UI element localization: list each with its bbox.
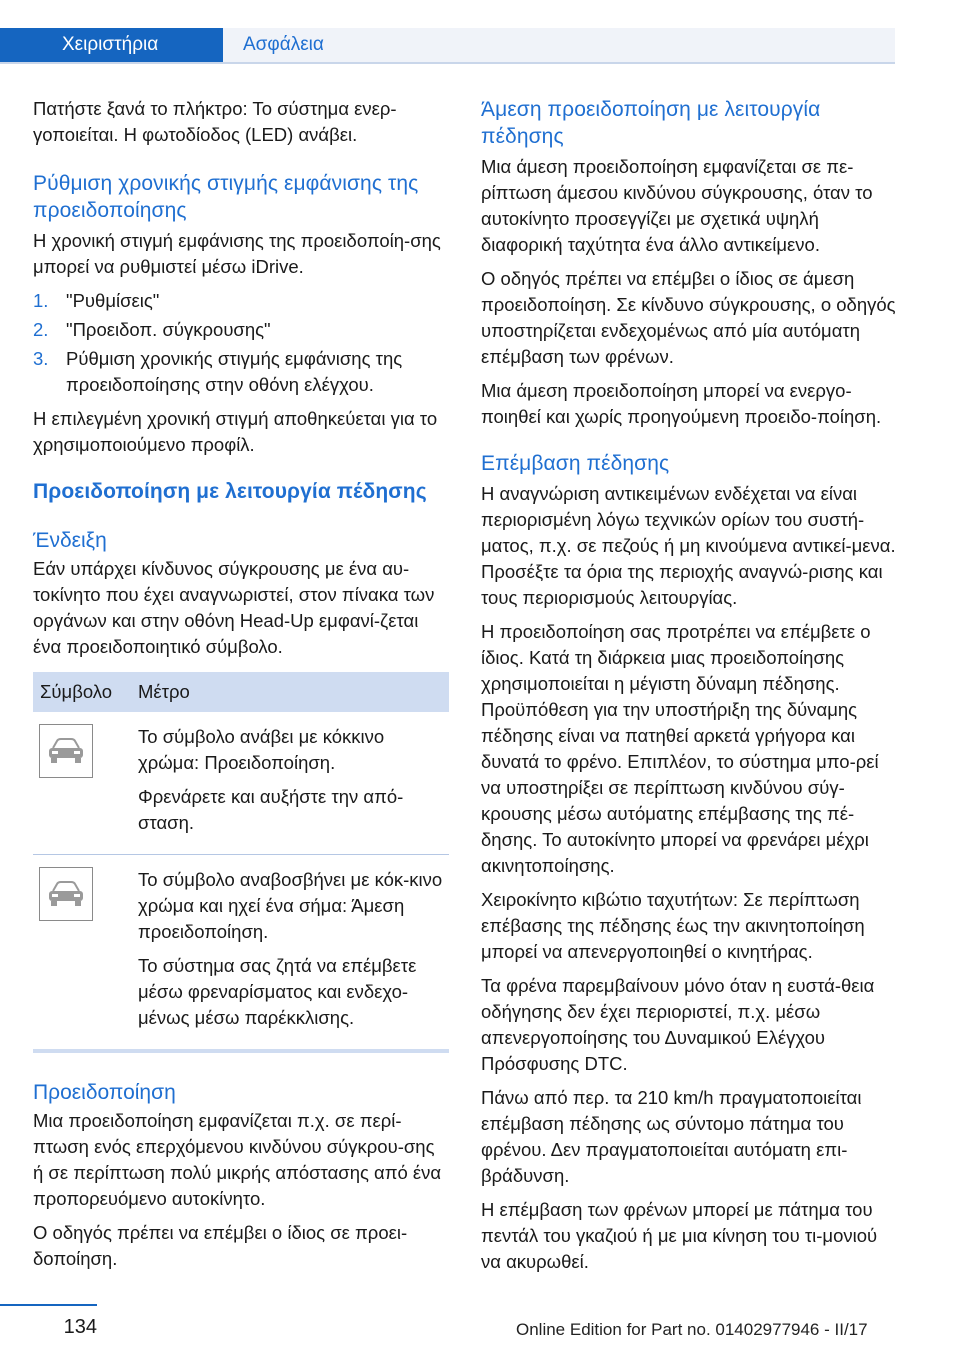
symbol-table [33,672,449,1053]
tab-safety[interactable]: Ασφάλεια [223,28,895,62]
indication-text: Εάν υπάρχει κίνδυνος σύγκρουσης με ένα αυ‐τοκίνητο που έχει αναγνωριστεί, στον πίνακα των οργάνων και στην οθόνη Head-Up εμφανί‐ζεται ένα προειδοποιητικό σύμβολο. [33,558,435,657]
step-number: 2. [33,319,49,340]
measure-text: Το σύμβολο ανάβει με κόκκινο χρώμα: Προειδοποίηση. [138,726,385,773]
immediate-text: Μια άμεση προειδοποίηση εμφανίζεται σε πε‐ρίπτωση άμεσου κινδύνου σύγκρουσης, όταν το αυτοκίνητο προσεγγίζει με σχετικά υψηλή διαφορική ταχύτητα ένα άλλο αντικείμενο. [481,156,873,255]
step-text: "Προειδοπ. σύγκρουσης" [66,319,271,340]
steps-list [33,288,449,398]
step-number: 3. [33,348,49,369]
column-header-symbol: Σύμβολο [33,672,137,712]
heading-warning-timing: Ρύθμιση χρονικής στιγμής εμφάνισης της προειδοποίησης [33,172,419,222]
table-row [33,712,449,855]
heading-brake-intervention: Επέμβαση πέδησης [481,452,670,475]
intro-text: Πατήστε ξανά το πλήκτρο: Το σύστημα ενερ‐γοποιείται. Η φωτοδίοδος (LED) ανάβει. [33,98,397,145]
header-divider [0,62,895,64]
step-text: "Ρυθμίσεις" [66,290,160,311]
heading-warning: Προειδοποίηση [33,1081,176,1104]
intervention-text: Πάνω από περ. τα 210 km/h πραγματοποιείται επέμβαση πέδησης ως σύντομο πάτημα του φρένου. Δεν πραγματοποιείται αυτόματη επι‐βράδυνση. [481,1087,862,1186]
intervention-text: Τα φρένα παρεμβαίνουν μόνο όταν η ευστά‐θεια οδήγησης δεν έχει περιοριστεί, π.χ. μέσω απενεργοποίησης του Δυναμικού Ελέγχου Πρόσφυσης DTC. [481,975,875,1074]
intervention-text: Η αναγνώριση αντικειμένων ενδέχεται να είναι περιορισμένη λόγω τεχνικών ορίων του συστή‐ματος, π.χ. σε πεζούς ή μη κινούμενα αντικεί‐μενα. Προσέξτε τα όρια της περιοχής αναγνώ‐ρισης και τους περιορισμούς λειτουργίας. [481,483,896,608]
left-column [33,96,449,1280]
measure-text: Φρενάρετε και αυξήστε την από‐σταση. [138,786,404,833]
saved-profile-text: Η επιλεγμένη χρονική στιγμή αποθηκεύεται για το χρησιμοποιούμενο προφίλ. [33,408,438,455]
column-header-measure: Μέτρο [137,672,449,712]
step-number: 1. [33,290,49,311]
right-column [481,96,899,1283]
table-row [33,855,449,1052]
intervention-text: Η προειδοποίηση σας προτρέπει να επέμβετε ο ίδιος. Κατά τη διάρκεια μιας προειδοποίησης χρησιμοποιείται η μέγιστη δύναμη πέδησης. Προϋπόθεση για την υποστήριξη της δύναμης πέδησης είναι να πατηθεί αρκετά γρήγορα και δυνατά το φρένο. Επιπλέον, το σύστημα μπο‐ρεί να υποστηρίξει σε περίπτωση κινδύνου σύγ‐κρουσης μέσω αυτόματης επέμβασης της πέ‐δησης. Το αυτοκίνητο μπορεί να φρενάρει μέχρι ακινητοποίησης. [481,621,879,876]
header-tabs [0,28,895,62]
measure-text: Το σύστημα σας ζητά να επέμβετε μέσω φρεναρίσματος και ενδεχο‐μένως μέσω παρέκκλισης. [138,955,417,1028]
heading-indication: Ένδειξη [33,529,107,552]
heading-braking-warning: Προειδοποίηση με λειτουργία πέδησης [33,480,427,503]
list-item [33,346,449,398]
heading-immediate-warning: Άμεση προειδοποίηση με λειτουργία πέδησης [481,98,821,148]
page-number: 134 [63,1316,97,1338]
list-item [33,288,449,314]
intervention-text: Χειροκίνητο κιβώτιο ταχυτήτων: Σε περίπτωση επέβασης της πέδησης έως την ακινητοποίηση μπορεί να απενεργοποιηθεί ο κινητήρας. [481,889,865,962]
measure-text: Το σύμβολο αναβοσβήνει με κόκ‐κινο χρώμα και ηχεί ένα σήμα: Άμεση προειδοποίηση. [138,869,443,942]
immediate-text: Ο οδηγός πρέπει να επέμβει ο ίδιος σε άμεση προειδοποίηση. Σε κίνδυνο σύγκρουσης, ο οδηγός υποστηρίζεται ενδεχομένως από μία αυτόματη επέμβαση των φρένων. [481,268,896,367]
warning-text: Ο οδηγός πρέπει να επέμβει ο ίδιος σε προει‐δοποίηση. [33,1222,408,1269]
car-warning-icon [39,724,93,778]
edition-footer: Online Edition for Part no. 01402977946 - II/17 [516,1320,868,1339]
warning-text: Μια προειδοποίηση εμφανίζεται π.χ. σε περί‐πτωση ενός επερχόμενου κινδύνου σύγκρου‐σης ή σε περίπτωση πολύ μικρής απόστασης από ένα προπορευόμενο αυτοκίνητο. [33,1110,442,1209]
tab-controls[interactable]: Χειριστήρια [0,28,223,62]
timing-text: Η χρονική στιγμή εμφάνισης της προειδοποίη‐σης μπορεί να ρυθμιστεί μέσω iDrive. [33,230,441,277]
intervention-text: Η επέμβαση των φρένων μπορεί με πάτημα του πεντάλ του γκαζιού ή με μια κίνηση του τι‐μονιού να ακυρωθεί. [481,1199,878,1272]
car-flashing-icon [39,867,93,921]
step-text: Ρύθμιση χρονικής στιγμής εμφάνισης της προειδοποίησης στην οθόνη ελέγχου. [66,348,403,395]
page-number-rule [0,1304,97,1306]
immediate-text: Μια άμεση προειδοποίηση μπορεί να ενεργο‐ποιηθεί και χωρίς προηγούμενη προειδο‐ποίηση. [481,380,882,427]
list-item [33,317,449,343]
